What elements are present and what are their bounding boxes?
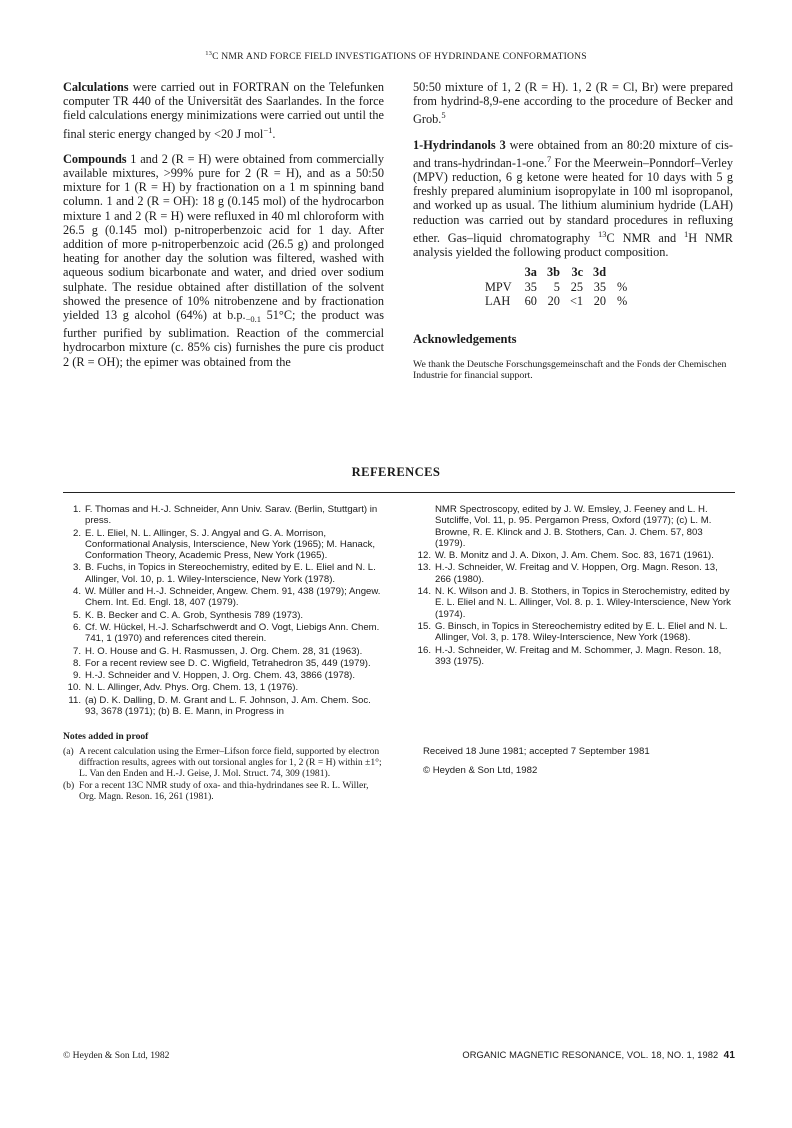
compounds-sub: −0.1 bbox=[245, 314, 261, 325]
table-cell: % bbox=[617, 294, 628, 309]
reference-item bbox=[63, 670, 383, 681]
reference-item-text: H.-J. Schneider and V. Hoppen, J. Org. Chem. 43, 3866 (1978). bbox=[85, 670, 356, 682]
reference-item-number: 6. bbox=[72, 621, 81, 633]
references-heading: REFERENCES bbox=[351, 465, 441, 479]
compounds-paragraph bbox=[63, 152, 384, 369]
references-right-column bbox=[413, 504, 735, 668]
reference-item bbox=[413, 586, 735, 620]
acknowledgements-text: We thank the Deutsche Forschungsgemeinschaft and the Fonds der Chemischen Industrie for financial support. bbox=[413, 358, 727, 382]
table-row bbox=[485, 294, 632, 308]
reference-item-number: 16. bbox=[417, 644, 431, 656]
notes-heading: Notes added in proof bbox=[63, 731, 149, 743]
references-left-column bbox=[63, 504, 383, 802]
reference-item-text: W. Müller and H.-J. Schneider, Angew. Chem. 91, 438 (1979); Angew. Chem. Int. Ed. Engl. 18, 407 (1979). bbox=[85, 586, 381, 609]
table-header-cell: 3c bbox=[571, 265, 584, 280]
reference-item-number: 8. bbox=[72, 657, 81, 669]
reference-item-number: 9. bbox=[72, 670, 81, 682]
calculations-sup: −1 bbox=[263, 124, 273, 135]
hydrindanols-text-a: were obtained from an 80:20 mixture of cis- and trans-hydrindan-1-one. bbox=[413, 137, 733, 170]
reference-item-text: G. Binsch, in Topics in Stereochemistry edited by E. L. Eliel and N. L. Allinger, Vol. 3, p. 178. Wiley-Interscience, New York (1968). bbox=[435, 620, 728, 644]
reference-item bbox=[413, 550, 735, 561]
reference-item-number: 3. bbox=[72, 562, 81, 574]
hydrindanols-text-d: H NMR analysis yielded the following product composition. bbox=[413, 230, 733, 260]
table-cell: % bbox=[617, 279, 628, 294]
reference-item-number: 12. bbox=[417, 550, 431, 562]
continuation-text: 50:50 mixture of 1, 2 (R = H). 1, 2 (R = Cl, Br) were prepared from hydrind-8,9-ene according to the procedure of Becker and Grob. bbox=[413, 80, 733, 127]
reference-item-text: N. L. Allinger, Adv. Phys. Org. Chem. 13, 1 (1976). bbox=[85, 682, 299, 694]
reference-item bbox=[63, 562, 383, 585]
reference-item-text: H. O. House and G. H. Rasmussen, J. Org. Chem. 28, 31 (1963). bbox=[85, 645, 363, 657]
table-cell: 60 bbox=[524, 294, 537, 309]
reference-item-number bbox=[413, 504, 435, 549]
hydrindanols-text-b: For the Meerwein–Ponndorf–Verley (MPV) reduction, 6 g ketone were heated for 10 days with 5 g freshly prepared aluminium isopropylate in 100 ml isopropanol, and worked up as usual. The lithium aluminium hydride (LAH) reduction was carried out by standard procedures in refluxing ether. Gas–liquid chromatography bbox=[413, 155, 733, 245]
compounds-runin: Compounds bbox=[63, 151, 127, 166]
table-cell: 25 bbox=[570, 279, 584, 294]
hydrindanols-sup-3: 1 bbox=[684, 228, 689, 239]
reference-item-text: H.-J. Schneider, W. Freitag and M. Schommer, J. Magn. Reson. 18, 393 (1975). bbox=[435, 644, 722, 667]
left-column bbox=[63, 80, 384, 380]
table-row bbox=[485, 280, 632, 294]
hydrindanols-paragraph bbox=[413, 138, 733, 260]
copyright-notice: © Heyden & Son Ltd, 1982 bbox=[423, 765, 538, 777]
hydrindanols-sup-2: 13 bbox=[598, 228, 607, 239]
note-item bbox=[63, 780, 383, 803]
reference-item bbox=[63, 646, 383, 657]
table-cell: <1 bbox=[569, 294, 584, 309]
table-header-row bbox=[485, 265, 632, 279]
reference-item-text: N. K. Wilson and J. B. Stothers, in Topics in Sterochemistry, edited by E. L. Eliel and N. L. Allinger, Vol. 8. p. 1. Wiley-Interscience, New York (1974). bbox=[435, 586, 731, 620]
reference-item-text: H.-J. Schneider, W. Freitag and V. Hoppen, Org. Magn. Reson. 13, 266 (1980). bbox=[435, 562, 718, 585]
continuation-sup: 5 bbox=[441, 110, 446, 121]
received-dates: Received 18 June 1981; accepted 7 September 1981 bbox=[423, 746, 650, 757]
table-cell: MPV bbox=[485, 279, 512, 294]
reference-item bbox=[63, 622, 383, 645]
reference-item bbox=[413, 504, 735, 549]
references-divider bbox=[63, 492, 735, 493]
table-header-cell bbox=[611, 265, 632, 279]
acknowledgements-heading: Acknowledgements bbox=[413, 332, 517, 347]
reference-item bbox=[63, 528, 383, 562]
reference-item-text: For a recent review see D. C. Wigfield, Tetrahedron 35, 449 (1979). bbox=[85, 657, 371, 669]
note-item-number: (a) bbox=[63, 745, 74, 757]
reference-list-left bbox=[63, 504, 383, 717]
reference-item-number: 10. bbox=[67, 682, 81, 694]
note-item-number: (b) bbox=[63, 779, 75, 791]
reference-item-text: K. B. Becker and C. A. Grob, Synthesis 789 (1973). bbox=[85, 609, 304, 621]
table-cell: 35 bbox=[593, 279, 607, 294]
right-column bbox=[413, 80, 733, 382]
reference-item bbox=[413, 621, 735, 644]
reference-item bbox=[63, 682, 383, 693]
reference-item-text: (a) D. K. Dalling, D. M. Grant and L. F. Johnson, J. Am. Chem. Soc. 93, 3678 (1971); (b) B. E. Mann, in Progress in bbox=[85, 694, 371, 718]
reference-item-number: 4. bbox=[72, 586, 81, 598]
table-cell: LAH bbox=[485, 294, 511, 309]
reference-item-text: Cf. W. Hückel, H.-J. Scharfschwerdt and O. Vogt, Liebigs Ann. Chem. 741, 1 (1970) and references cited therein. bbox=[85, 621, 380, 645]
table-cell: 5 bbox=[553, 279, 560, 294]
table-cell: 20 bbox=[547, 294, 560, 309]
reference-item-number: 15. bbox=[417, 620, 431, 632]
notes-list bbox=[63, 746, 383, 802]
reference-item bbox=[63, 695, 383, 718]
calculations-paragraph bbox=[63, 80, 384, 141]
reference-item-number: 14. bbox=[417, 586, 431, 598]
reference-item-number: 1. bbox=[72, 504, 81, 515]
note-item-text: A recent calculation using the Ermer–Lifson force field, supported by electron diffraction results, agrees with out torsional angles for 1, 2 (R = H) within ±1°; L. Van den Enden and H.-J. Geise, J. Mol. Struct. 74, 309 (1981). bbox=[79, 745, 382, 780]
hydrindanols-text-c: C NMR and bbox=[606, 230, 685, 245]
footer-journal-name: ORGANIC MAGNETIC RESONANCE, VOL. 18, NO. 1, 1982 bbox=[462, 1050, 719, 1060]
reference-item-number: 2. bbox=[72, 527, 81, 539]
reference-item-number: 5. bbox=[72, 609, 81, 621]
table-header-cell: 3b bbox=[546, 265, 560, 280]
continuation-paragraph bbox=[413, 80, 733, 127]
reference-item bbox=[413, 645, 735, 668]
page-number: 41 bbox=[723, 1050, 735, 1061]
running-head-sup: 13 bbox=[205, 50, 213, 57]
calculations-text: were carried out in FORTRAN on the Telefunken computer TR 440 of the Universität des Saarlandes. In the force field calculations energy minimizations were carried out until the final steric energy changed by <20 J mol bbox=[63, 80, 384, 141]
hydrindanols-runin: 1-Hydrindanols 3 bbox=[413, 137, 506, 152]
compounds-text-b: 51°C; the product was further purified by sublimation. Reaction of the commercial hydrocarbon mixture (c. 85% cis) furnishes the pure cis product 2 (R = OH); the epimer was obtained from the bbox=[63, 308, 384, 369]
note-item-text: For a recent 13C NMR study of oxa- and thia-hydrindanes see R. L. Willer, Org. Magn. Reson. 16, 261 (1981). bbox=[79, 779, 369, 802]
reference-item bbox=[63, 504, 383, 527]
running-head-text: C NMR AND FORCE FIELD INVESTIGATIONS OF HYDRINDANE CONFORMATIONS bbox=[212, 51, 587, 63]
reference-item-number: 13. bbox=[417, 562, 431, 574]
reference-item bbox=[413, 562, 735, 585]
footer-journal bbox=[462, 1050, 735, 1061]
reference-list-right bbox=[413, 504, 735, 667]
note-item bbox=[63, 746, 383, 780]
reference-item bbox=[63, 610, 383, 621]
reference-item-text: NMR Spectroscopy, edited by J. W. Emsley, J. Feeney and L. H. Sutcliffe, Vol. 11, p. 95. Pergamon Press, Oxford (1977); (c) L. M. Browne, R. E. Klinck and J. B. Stothers, Can. J. Chem. 57, 803 (1979). bbox=[435, 504, 712, 549]
hydrindanols-sup-1: 7 bbox=[547, 153, 552, 164]
product-composition-table bbox=[485, 265, 632, 308]
table-header-cell: 3a bbox=[524, 265, 537, 280]
reference-item-number: 11. bbox=[68, 694, 81, 706]
reference-item bbox=[63, 586, 383, 609]
footer-copyright: © Heyden & Son Ltd, 1982 bbox=[63, 1050, 170, 1061]
reference-item-text: F. Thomas and H.-J. Schneider, Ann Univ. Sarav. (Berlin, Stuttgart) in press. bbox=[85, 504, 378, 527]
reference-item-text: B. Fuchs, in Topics in Stereochemistry, edited by E. L. Eliel and N. L. Allinger, Vol. 10, p. 1. Wiley-Interscience, New York (1978). bbox=[85, 562, 376, 585]
running-head bbox=[0, 50, 792, 62]
received-block bbox=[418, 746, 718, 785]
reference-item-text: W. B. Monitz and J. A. Dixon, J. Am. Chem. Soc. 83, 1671 (1961). bbox=[435, 550, 714, 562]
compounds-text-a: 1 and 2 (R = H) were obtained from commercially available mixtures, >99% pure for 2 (R = H), and as a 50:50 mixture for 1 (R = H) by fractionation on a 1 m spinning band column. 1 and 2 (R = OH): 18 g (0.145 mol) of the hydrocarbon mixture 1 and 2 (R = H) were refluxed in 40 ml chloroform with 26.5 g (0.145 mol) p-nitroperbenzoic acid for 1 day. After addition of more p-nitroperbenzoic acid (26.5 g) and prolonged heating for another day the solution was filtered, washed with aqueous sodium bicarbonate and water, and dried over sodium sulphate. The residue obtained after distillation of the solvent showed the presence of 10% nitrobenzene and by fractionation yielded 13 g alcohol (64%) at b.p. bbox=[63, 151, 384, 323]
reference-item-number: 7. bbox=[72, 645, 81, 657]
calculations-runin: Calculations bbox=[63, 80, 129, 94]
reference-item-text: E. L. Eliel, N. L. Allinger, S. J. Angyal and G. A. Morrison, Conformational Analysis, Interscience, New York (1965); M. Hanack, Conformation Theory, Academic Press, New York (1965). bbox=[85, 527, 376, 562]
calculations-end: . bbox=[272, 126, 276, 141]
table-header-cell: 3d bbox=[593, 265, 607, 280]
table-cell: 20 bbox=[593, 294, 607, 309]
table-cell: 35 bbox=[524, 279, 537, 294]
reference-item bbox=[63, 658, 383, 669]
table-header-cell bbox=[485, 265, 520, 279]
